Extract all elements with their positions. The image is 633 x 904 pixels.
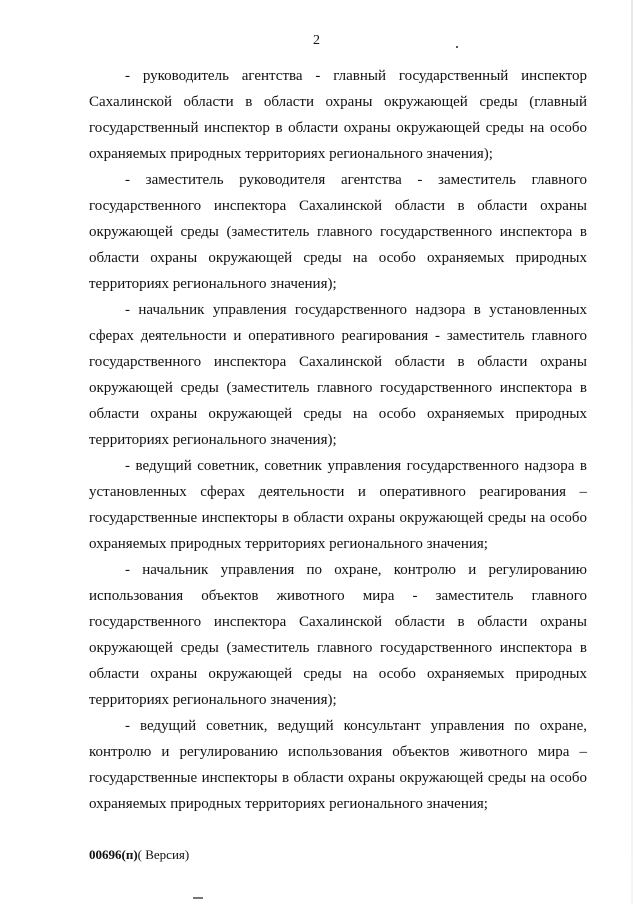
paragraph: - ведущий советник, советник управления государственного надзора в установленных сферах деятельности и оперативного реагирования – государственные инспекторы в области охраны окружающей среды на особо охраняемых природных территориях регионального значения; — [89, 458, 587, 552]
page-number: 2 — [313, 33, 320, 48]
paragraph: - начальник управления государственного надзора в установленных сферах деятельности и оперативного реагирования - заместитель главного государственного инспектора Сахалинской области в области охраны окружающей среды (заместитель главного государственного инспектора в области охраны окружающей среды на особо охраняемых природных территориях регионального значения); — [89, 302, 587, 448]
document-code — [89, 847, 189, 863]
paragraph: - руководитель агентства - главный государственный инспектор Сахалинской области в области охраны окружающей среды (главный государственный инспектор в области охраны окружающей среды на особо охраняемых природных территориях регионального значения); — [89, 68, 587, 162]
paragraph: - начальник управления по охране, контролю и регулированию использования объектов животного мира - заместитель главного государственного инспектора Сахалинской области в области охраны окружающей среды (заместитель главного государственного инспектора в области охраны окружающей среды на особо охраняемых природных территориях регионального значения); — [89, 562, 587, 708]
paragraph: - заместитель руководителя агентства - заместитель главного государственного инспектора Сахалинской области в области охраны окружающей среды (заместитель главного государственного инспектора в области охраны окружающей среды на особо охраняемых природных территориях регионального значения); — [89, 172, 587, 292]
document-body — [89, 63, 587, 817]
document-code-number: 00696(п) — [89, 847, 138, 862]
scan-mark — [193, 897, 203, 899]
document-version: ( Версия) — [137, 847, 190, 862]
paragraph: - ведущий советник, ведущий консультант управления по охране, контролю и регулированию использования объектов животного мира – государственные инспекторы в области охраны окружающей среды на особо охраняемых природных территориях регионального значения; — [89, 718, 587, 812]
